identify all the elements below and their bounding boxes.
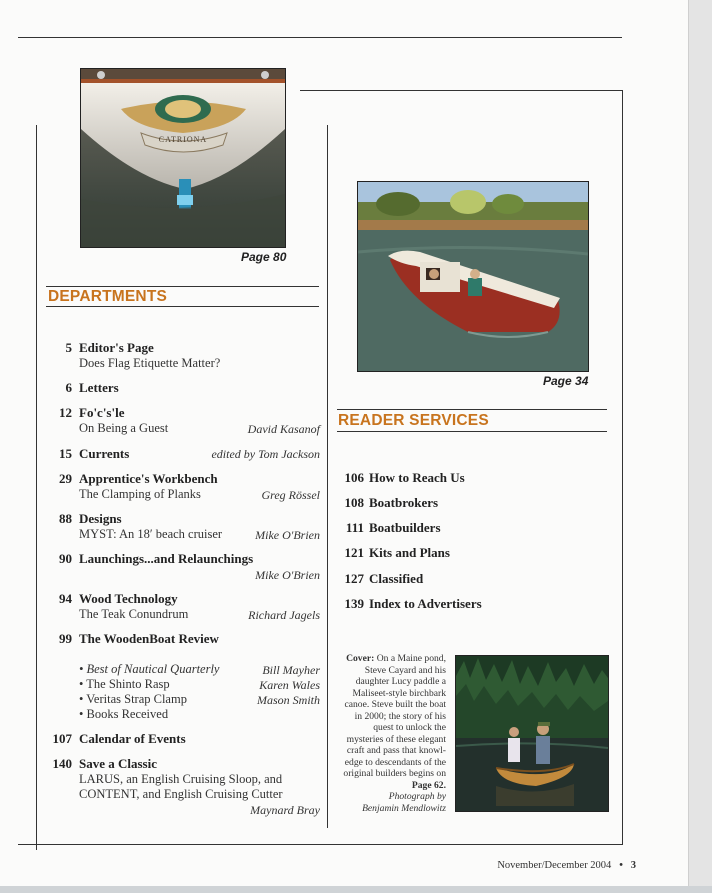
reader-page-number: 108 [344, 495, 364, 510]
reader-title: Boatbrokers [369, 495, 439, 510]
launch-photo-caption: Page 34 [543, 374, 589, 388]
scan-edge [0, 886, 712, 893]
toc-title: Apprentice's Workbench [79, 471, 218, 486]
toc-page-number: 6 [65, 380, 72, 395]
left-margin-rule [36, 125, 37, 850]
reader-services-rule-bottom [337, 431, 607, 432]
toc-page-number: 5 [65, 340, 72, 355]
reader-page-number: 106 [344, 470, 364, 485]
toc-subtitle: On Being a Guest [79, 421, 169, 435]
toc-page-number: 90 [59, 551, 72, 566]
toc-title: Wood Technology [79, 591, 178, 606]
toc-page-number: 107 [52, 731, 72, 746]
toc-author: Maynard Bray [250, 803, 320, 817]
cover-text: On a Maine pond, Steve Cayard and his daughter Lucy paddle a Maliseet-style birchbark canoe. Steve built the boat in 2000; the story of his quest to unlock the mysteries of these elegant craft and pass that knowl-edge to descendants of the original builders begins on [343, 653, 446, 779]
top-rule [18, 37, 622, 38]
toc-page-number: 140 [52, 756, 72, 771]
reader-title: Classified [369, 571, 424, 586]
review-item-text: • The Shinto Rasp [79, 677, 170, 691]
toc-author: Mike O'Brien [255, 568, 320, 582]
toc-author: Bill Mayher [262, 663, 320, 677]
toc-page-number: 94 [59, 591, 72, 606]
toc-subtitle: LARUS, an English Cruising Sloop, and [79, 772, 283, 786]
reader-title: Boatbuilders [369, 520, 441, 535]
toc-page-number: 88 [59, 511, 72, 526]
launch-photo [357, 181, 589, 372]
footer-issue: November/December 2004 [497, 860, 612, 871]
cover-photo [455, 655, 609, 812]
frame-right-rule [622, 90, 623, 844]
toc-author: David Kasanof [247, 422, 320, 436]
reader-page-number: 139 [344, 596, 364, 611]
review-item-text: • Best of Nautical Quarterly [79, 662, 220, 676]
reader-page-number: 121 [344, 545, 364, 560]
toc-title: Currents [79, 446, 130, 461]
stern-boat-name: CATRIONA [158, 135, 208, 144]
toc-author: Karen Wales [259, 678, 320, 692]
cover-page-ref[interactable]: Page 62. [411, 779, 446, 791]
column-divider-rule [327, 125, 328, 828]
review-item-text: • Veritas Strap Clamp [79, 692, 187, 706]
toc-title: Save a Classic [79, 756, 157, 771]
toc-subtitle: Does Flag Etiquette Matter? [79, 356, 221, 370]
toc-subtitle: The Teak Conundrum [79, 607, 189, 621]
toc-author: edited by Tom Jackson [211, 447, 320, 461]
toc-author: Richard Jagels [248, 608, 320, 622]
toc-title: Calendar of Events [79, 731, 186, 746]
departments-rule-bottom [46, 306, 319, 307]
cover-credit-1: Photograph by [388, 791, 446, 802]
footer-page-number: 3 [630, 860, 636, 871]
reader-services-heading: READER SERVICES [338, 412, 489, 429]
departments-rule-top [46, 286, 319, 287]
toc-title: Fo'c's'le [79, 405, 125, 420]
footer-bullet: • [619, 860, 623, 871]
toc-page-number: 15 [59, 446, 72, 461]
toc-page-number: 12 [59, 405, 72, 420]
toc-title: Designs [79, 511, 122, 526]
toc-author: Mason Smith [257, 693, 320, 707]
page-footer [497, 860, 636, 871]
toc-title: Letters [79, 380, 119, 395]
reader-services-rule-top [337, 409, 607, 410]
toc-page-number: 99 [59, 631, 72, 646]
departments-heading: DEPARTMENTS [48, 288, 168, 305]
stern-photo-art [81, 69, 285, 247]
page-gutter [688, 0, 712, 893]
reader-page-number: 111 [345, 520, 364, 535]
cover-label: Cover: [346, 653, 375, 664]
toc-author: Mike O'Brien [255, 528, 320, 542]
cover-photo-art [456, 656, 608, 811]
bottom-rule [18, 844, 623, 845]
launch-photo-art [358, 182, 588, 371]
toc-title: Launchings...and Relaunchings [79, 551, 254, 566]
reader-title: Kits and Plans [369, 545, 450, 560]
stern-photo-caption: Page 80 [241, 250, 287, 264]
cover-caption [340, 653, 446, 814]
toc-title: Editor's Page [79, 340, 154, 355]
toc-page-number: 29 [59, 471, 72, 486]
cover-credit-2: Benjamin Mendlowitz [362, 802, 446, 814]
toc-subtitle: The Clamping of Planks [79, 487, 201, 501]
toc-title: The WoodenBoat Review [79, 631, 219, 646]
review-item-text: • Books Received [79, 707, 169, 721]
reader-page-number: 127 [344, 571, 364, 586]
toc-subtitle-2: CONTENT, and English Cruising Cutter [79, 787, 283, 801]
toc-author: Greg Rössel [261, 488, 320, 502]
toc-subtitle: MYST: An 18′ beach cruiser [79, 527, 223, 541]
reader-title: How to Reach Us [369, 470, 465, 485]
frame-top-rule [300, 90, 623, 91]
stern-photo [80, 68, 286, 248]
reader-title: Index to Advertisers [369, 596, 482, 611]
